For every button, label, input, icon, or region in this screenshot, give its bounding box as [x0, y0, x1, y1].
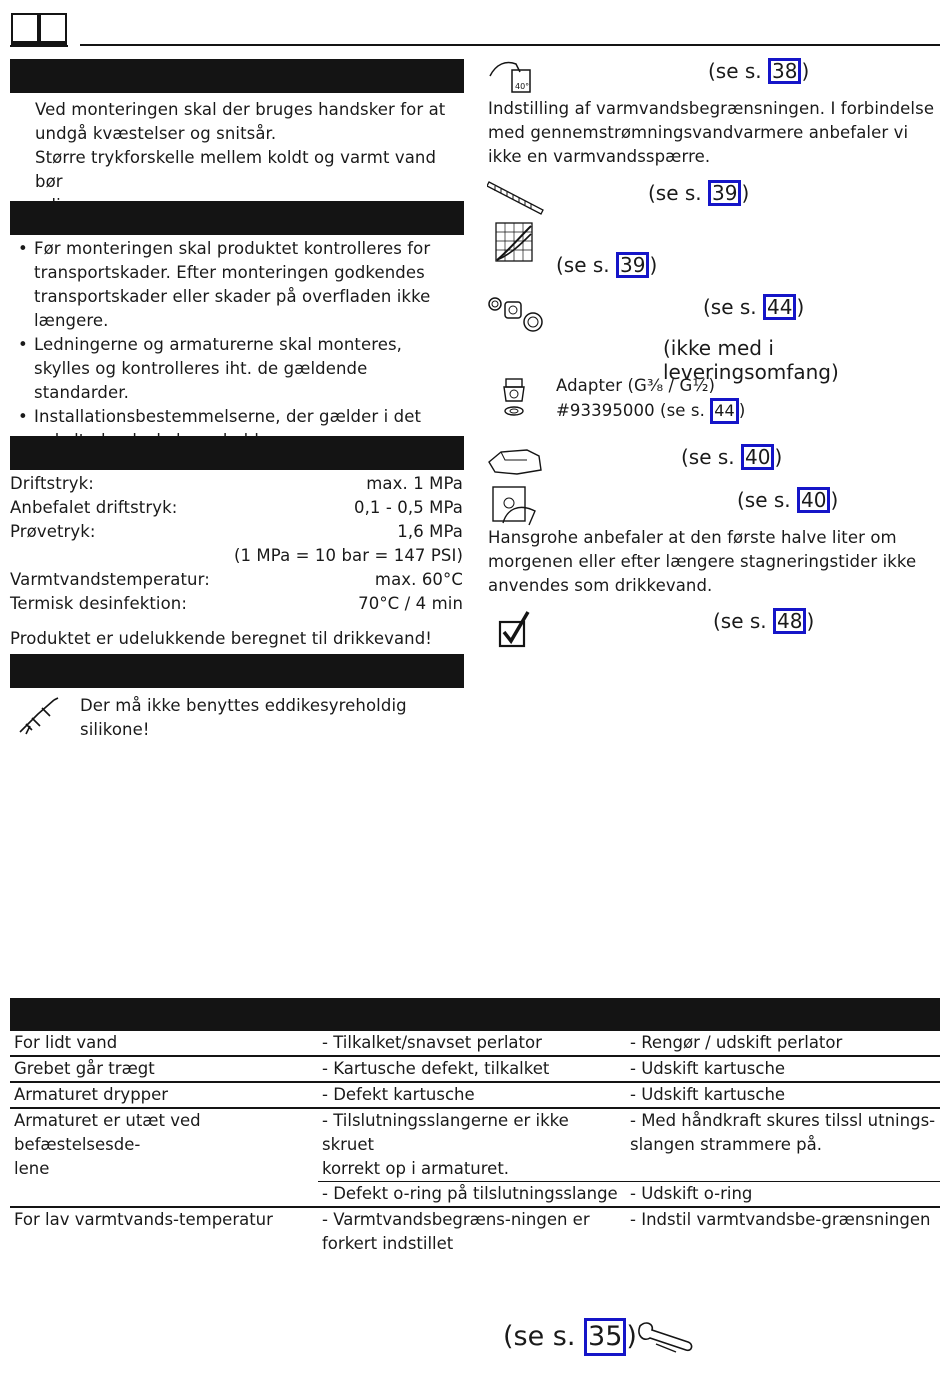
spec-value: 70°C / 4 min — [358, 594, 463, 613]
ref-se: (se s. — [556, 253, 617, 277]
ref-close: ) — [830, 488, 839, 512]
table-row — [10, 1031, 940, 1056]
specs-list — [10, 472, 463, 616]
spec-row — [10, 496, 463, 520]
ref-close: ) — [626, 1321, 637, 1352]
page-link-39[interactable]: 39 — [616, 252, 649, 278]
page-link-44[interactable]: 44 — [763, 294, 796, 320]
cause-cell: - Kartusche defekt, tilkalket — [318, 1056, 626, 1082]
svg-text:40°: 40° — [515, 82, 530, 91]
table-row — [10, 1108, 940, 1182]
drinking-water-note: Produktet er udelukkende beregnet til drikkevand! — [10, 629, 433, 648]
hand-lever-icon — [487, 440, 545, 482]
cause-cell: - Varmtvandsbegræns-ningen er forkert indstillet — [318, 1207, 626, 1256]
spec-label: Termisk desinfektion: — [10, 594, 188, 613]
table-row — [10, 1207, 940, 1256]
fix-cell: - Udskift kartusche — [626, 1082, 940, 1108]
adapter-number-line — [556, 398, 936, 424]
fix-cell: - Rengør / udskift perlator — [630, 1033, 843, 1052]
page-link-48[interactable]: 48 — [773, 608, 806, 634]
spec-value: max. 60°C — [374, 570, 463, 589]
ref-se: (se s. — [737, 488, 798, 512]
section-bar-assembly — [10, 201, 464, 235]
ref-close: ) — [738, 401, 746, 420]
cause-cell: - Tilkalket/snavset perlator — [322, 1033, 542, 1052]
ref-close: ) — [741, 181, 750, 205]
ref-close: ) — [649, 253, 658, 277]
adapter-label: Adapter (G³⁄₈ / G½) — [556, 376, 716, 395]
cause-cell: - Tilslutningsslangerne er ikke skruet korrekt op i armaturet. — [318, 1108, 626, 1182]
problem-cell: Grebet går trægt — [10, 1056, 318, 1082]
bullet-item: • Før monteringen skal produktet kontrolleres for transportskader. Efter monteringen godkendes transportskader eller skader på overfladen ikke længere. — [10, 237, 462, 333]
problem-cell: Armaturet er utæt ved befæstelsesde- lene — [10, 1108, 318, 1182]
spec-row — [10, 568, 463, 592]
spec-row — [10, 472, 463, 496]
safety-line: undgå kvæstelser og snitsår. — [35, 124, 277, 143]
ref-se: (se s. — [681, 445, 742, 469]
spec-value: 1,6 MPa — [397, 522, 463, 541]
ref-se: (se s. — [713, 609, 774, 633]
section-bar-troubleshooting — [10, 998, 940, 1031]
section-bar-silicone — [10, 654, 464, 688]
ref-44a — [703, 294, 804, 320]
page-link-39[interactable]: 39 — [708, 180, 741, 206]
table-row — [10, 1056, 940, 1082]
spec-row — [10, 520, 463, 544]
ref-close: ) — [796, 295, 805, 319]
page-link-44[interactable]: 44 — [710, 398, 739, 424]
table-row — [10, 1182, 940, 1208]
ref-close: ) — [774, 445, 783, 469]
fix-cell: - Udskift o-ring — [626, 1182, 940, 1208]
problem-cell — [10, 1182, 318, 1208]
page-link-38[interactable]: 38 — [768, 58, 801, 84]
checkbox-tick-icon — [498, 610, 532, 652]
spec-label: Varmtvandstemperatur: — [10, 570, 210, 589]
spec-row — [10, 592, 463, 616]
problem-cell: For lidt vand — [14, 1033, 118, 1052]
problem-cell: For lav varmtvands-temperatur — [10, 1207, 318, 1256]
safety-text — [35, 98, 465, 218]
ref-40a — [681, 444, 782, 470]
spec-label: Driftstryk: — [10, 474, 94, 493]
page-link-35[interactable]: 35 — [584, 1318, 626, 1356]
ref-40b — [737, 487, 838, 513]
ref-39a — [648, 180, 749, 206]
spec-value: (1 MPa = 10 bar = 147 PSI) — [233, 546, 463, 565]
header-rule — [80, 44, 940, 46]
cause-cell: - Defekt o-ring på tilslutningsslange — [318, 1182, 626, 1208]
graph-chart-icon — [495, 222, 533, 266]
spec-row — [10, 544, 463, 568]
bullet-item: • Ledningerne og armaturerne skal monteres, skylles og kontrolleres iht. de gældende standarder. — [10, 333, 462, 405]
page-link-40[interactable]: 40 — [741, 444, 774, 470]
table-row — [10, 1082, 940, 1108]
not-included-note: (ikke med i leveringsomfang) — [663, 336, 839, 384]
ref-close: ) — [806, 609, 815, 633]
silicone-gun-icon — [16, 696, 60, 740]
footer-ref — [503, 1318, 637, 1356]
thermostat-hand-icon — [488, 56, 540, 100]
troubleshooting-table — [10, 1031, 940, 1256]
safety-line: Større trykforskelle mellem koldt og varmt vand bør — [35, 148, 437, 191]
fix-cell: - Med håndkraft skures tilssl utnings- slangen strammere på. — [626, 1108, 940, 1182]
ref-se: (se s. — [708, 59, 769, 83]
hansgrohe-recommendation: Hansgrohe anbefaler at den første halve liter om morgenen eller efter længere stagneringstider ikke anvendes som drikkevand. — [488, 528, 917, 595]
ref-se: (se s. — [503, 1321, 585, 1352]
assembly-bullets — [10, 237, 462, 453]
problem-cell: Armaturet drypper — [10, 1082, 318, 1108]
ref-48 — [713, 608, 814, 634]
spec-value: 0,1 - 0,5 MPa — [353, 498, 463, 517]
open-book-icon — [10, 10, 68, 52]
spec-value: max. 1 MPa — [366, 474, 463, 493]
section-bar-specs — [10, 436, 464, 470]
ref-38 — [708, 58, 809, 84]
spec-label: Anbefalet driftstryk: — [10, 498, 178, 517]
warm-water-text: Indstilling af varmvandsbegrænsningen. I forbindelse med gennemstrømningsvandvarmere anbefaler vi ikke en varmvandsspærre. — [488, 99, 935, 166]
ref-39b — [556, 252, 657, 278]
ref-se: (se s. — [648, 181, 709, 205]
adapter-number: #93395000 (se s. — [556, 401, 711, 420]
ruler-icon — [487, 180, 545, 220]
safety-line: Ved monteringen skal der bruges handsker for at — [35, 100, 446, 119]
adapter-info — [556, 374, 936, 424]
cause-cell: - Defekt kartusche — [318, 1082, 626, 1108]
fix-cell: - Udskift kartusche — [626, 1056, 940, 1082]
spec-label: Prøvetryk: — [10, 522, 96, 541]
ref-close: ) — [801, 59, 810, 83]
silicone-note: Der må ikke benyttes eddikesyreholdig silikone! — [80, 696, 407, 739]
hand-tap-icon — [489, 483, 539, 531]
fittings-icon — [487, 294, 547, 338]
bullet-item: • Installationsbestemmelserne, der gælder i det — [10, 405, 462, 453]
section-bar-safety — [10, 59, 464, 93]
page-link-40[interactable]: 40 — [797, 487, 830, 513]
wrench-icon — [636, 1320, 694, 1360]
adapter-icon — [500, 377, 528, 423]
fix-cell: - Indstil varmtvandsbe-grænsningen — [626, 1207, 940, 1256]
ref-se: (se s. — [703, 295, 764, 319]
